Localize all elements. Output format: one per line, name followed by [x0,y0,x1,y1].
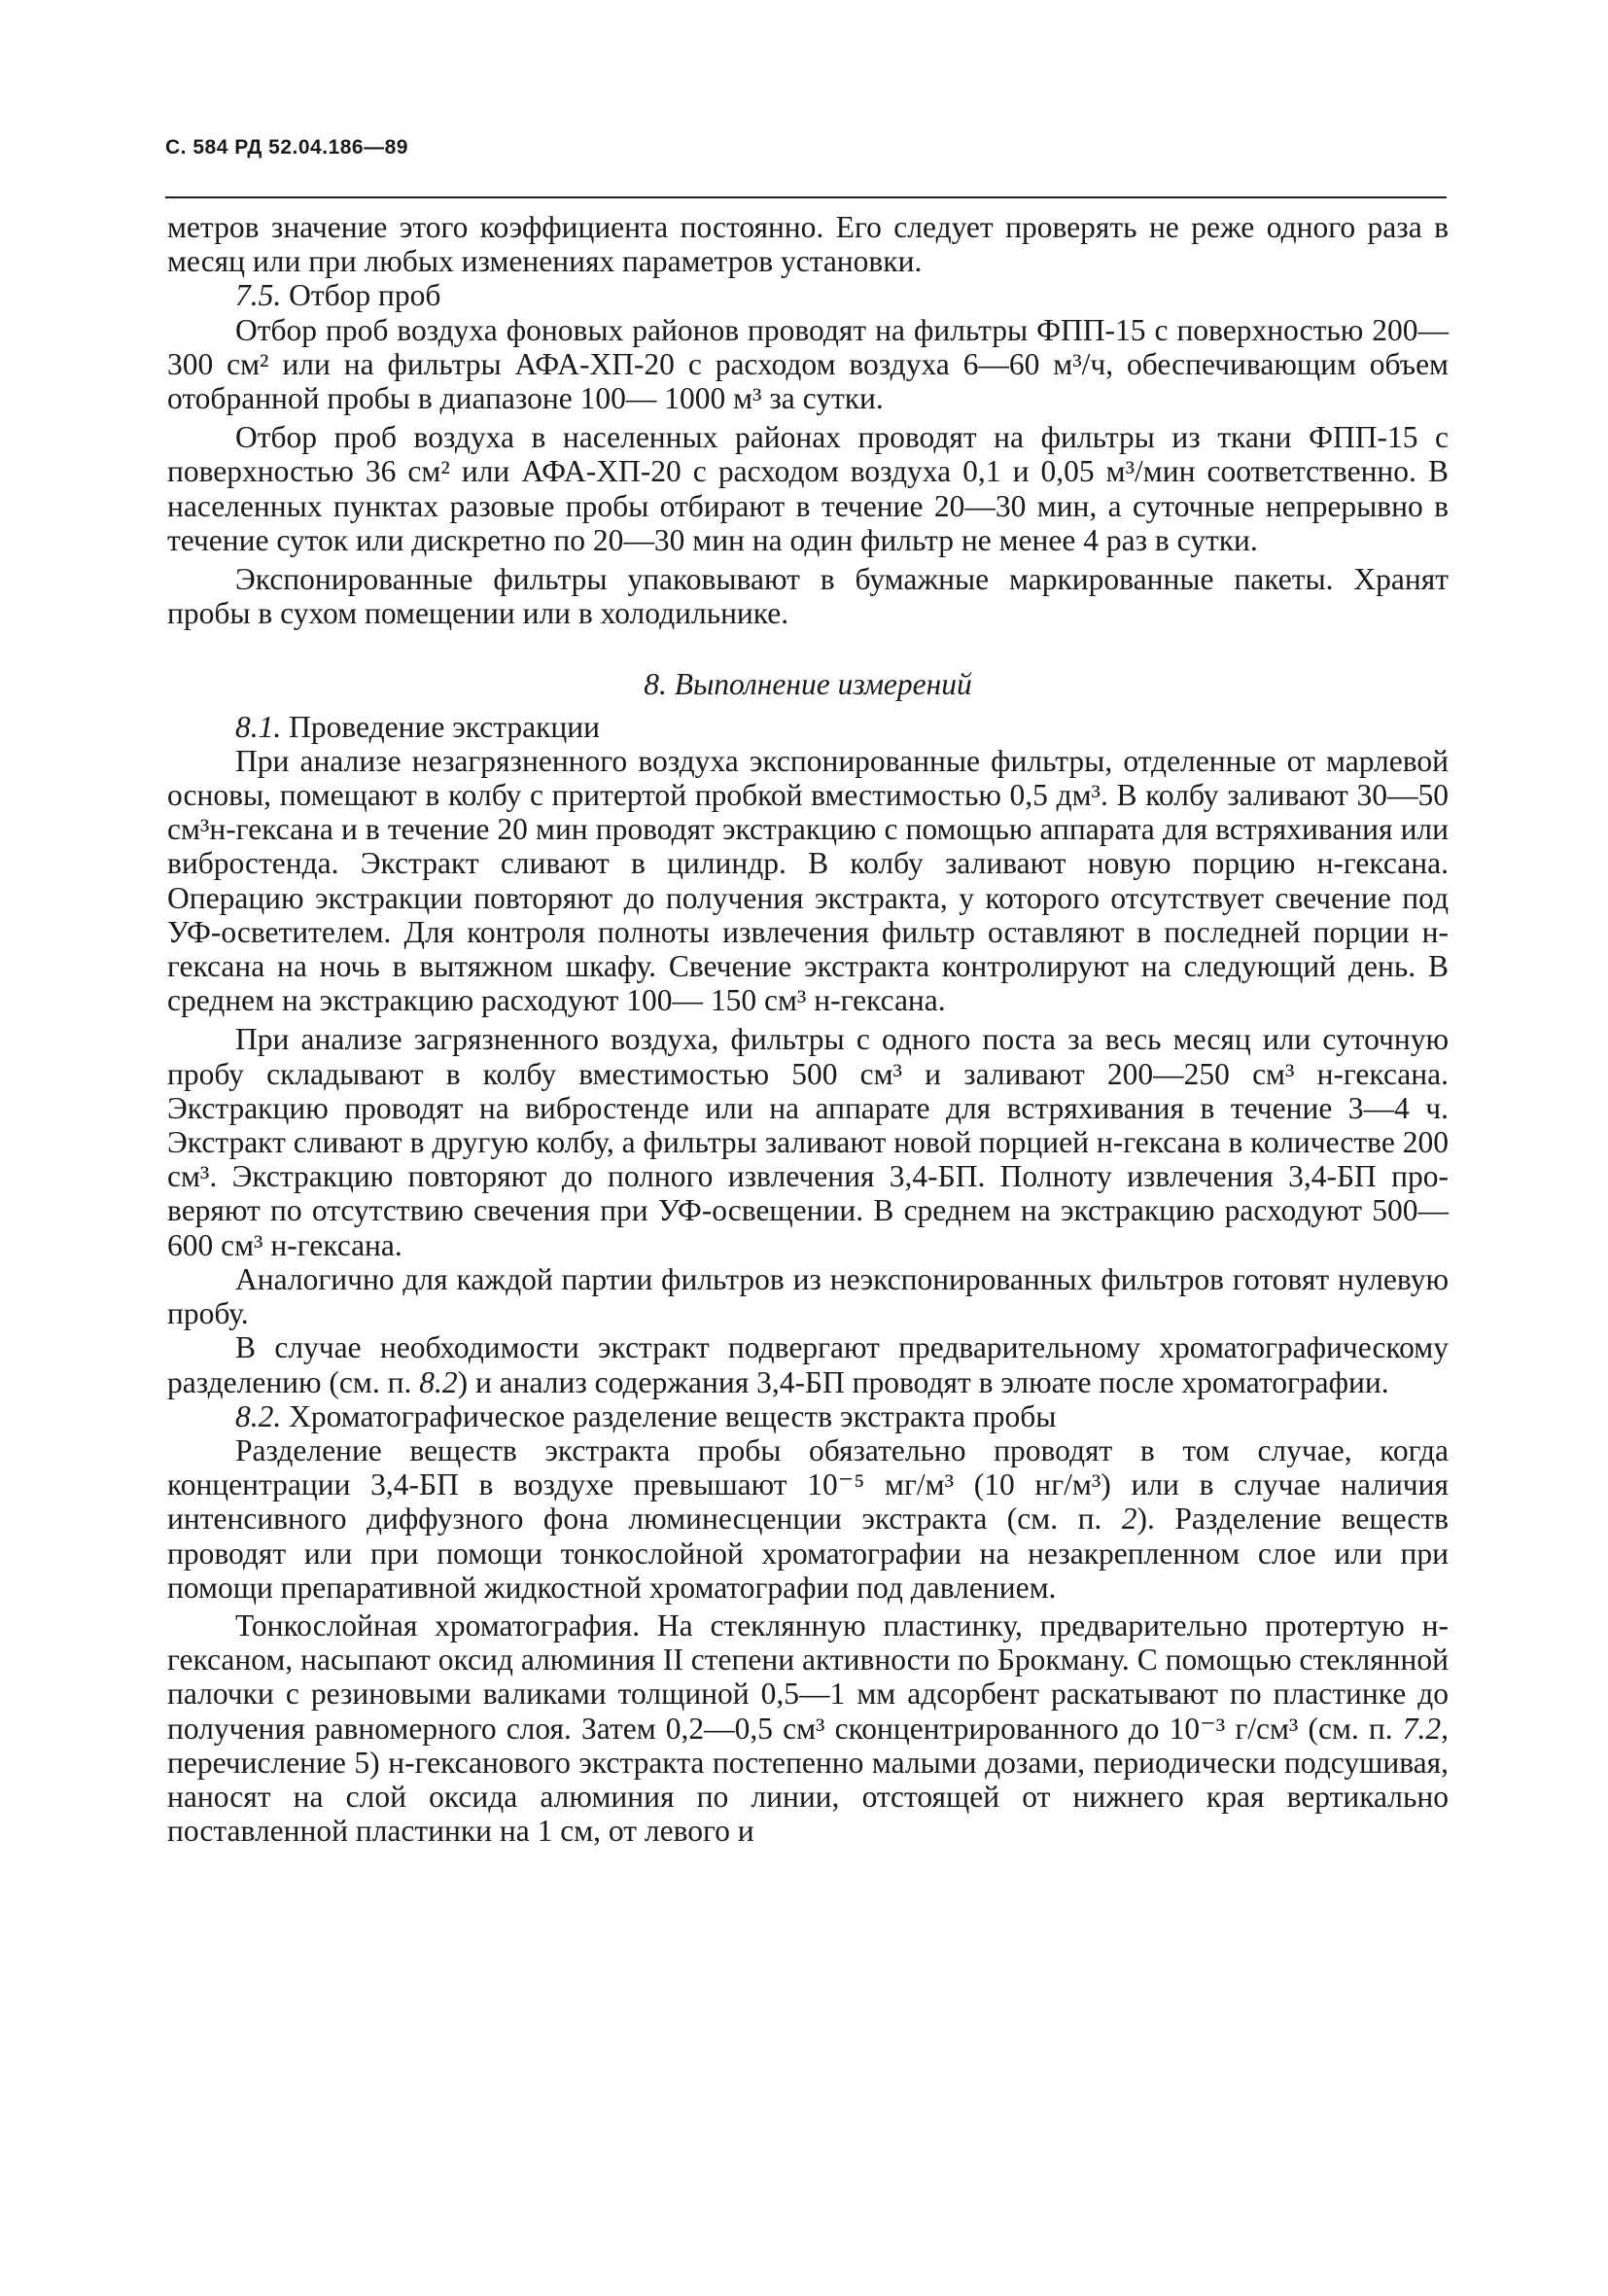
subsection-heading-8-1 [167,710,1449,744]
paragraph-text: перечисление 5) н-гексанового экстракта постепенно малыми дозами, периодически подсушивая, наносят на слой оксида алюминия по линии, отстоящей от нижнего края вертикально поставленной пластинки на 1 см, от левого и [167,1745,1449,1849]
subsection-title: Проведение экстракции [281,709,600,744]
paragraph [167,1608,1449,1848]
subsection-heading-7-5 [167,278,1449,312]
cross-reference: 2 [1121,1501,1137,1537]
paragraph-continuation: метров значение этого коэффициента постоянно. Его следует проверять не реже одного раза в месяц или при любых изменениях параметров установки. [167,210,1449,279]
paragraph-text: ) и анализ содержания 3,4-БП проводят в элюате после хроматографии. [457,1364,1389,1399]
cross-reference: 7.2, [1402,1711,1449,1746]
running-head: С. 584 РД 52.04.186—89 [165,136,408,159]
paragraph-text: В случае необходимости экстракт подвергают предварительному хроматографическому разделению (см. п. [167,1330,1449,1399]
cross-reference: 8.2 [419,1364,458,1399]
paragraph [167,1330,1449,1398]
paragraph: При анализе незагрязненного воздуха экспонированные фильтры, отделенные от марлевой основы, помещают в колбу с притертой пробкой вместимостью 0,5 дм³. В колбу заливают 30—50 см³н-гексана и в течение 20 мин проводят экстракцию с помощью аппарата для встряхивания или вибростенда. Экстракт сливают в цилиндр. В колбу заливают новую порцию н-гексана. Операцию экстракции повторяют до получения экстракта, у которого отсутствует свечение под УФ-осветителем. Для контроля полноты извлечения фильтр оставляют в последней порции н-гексана на ночь в вытяжном шкафу. Свечение экстракта контролируют на следующий день. В среднем на экстракцию расходуют 100— 150 см³ н-гексана. [167,743,1449,1018]
paragraph-text: ). Разделение веществ проводят или при помощи тонкослойной хроматографии на незакрепленном слое или при помощи препаративной жидкостной хроматографии под давлением. [167,1501,1449,1605]
paragraph-text: Разделение веществ экстракта пробы обязательно проводят в том случае, когда концентрации 3,4-БП в воздухе превышают 10⁻⁵ мг/м³ (10 нг/м³) или в случае наличия интенсивного диффузного фона люминесценции экстракта (см. п. [167,1432,1449,1537]
section-title: 8. Выполнение измерений [644,667,972,702]
subsection-number: 7.5. [235,278,282,313]
paragraph: Экспонированные фильтры упаковывают в бумажные маркированные пакеты. Хранят пробы в сухом помещении или в холодильнике. [167,562,1449,631]
subsection-title: Отбор проб [281,278,441,313]
paragraph: Отбор проб воздуха в населенных районах проводят на фильтры из ткани ФПП-15 с поверхностью 36 см² или АФА-ХП-20 с расходом воздуха 0,1 и 0,05 м³/мин соответственно. В населенных пунктах разовые пробы отбирают в течение 20—30 мин, а суточные непрерывно в течение суток или дискретно по 20—30 мин на один фильтр не менее 4 раз в сутки. [167,420,1449,557]
header-rule [165,196,1447,198]
paragraph: Аналогично для каждой партии фильтров из неэкспонированных фильтров готовят нулевую пробу. [167,1261,1449,1331]
paragraph-text: Тонкослойная хроматография. На стеклянную пластинку, предварительно протертую н-гексаном, насыпают оксид алюминия II степени активности по Брокману. С помощью стеклянной палочки с резиновыми валиками толщиной 0,5—1 мм адсорбент раскатывают по пластинке до получения равномерного слоя. Затем 0,2—0,5 см³ сконцентрированного до 10⁻³ г/см³ (см. п. [167,1607,1449,1746]
paragraph: При анализе загрязненного воздуха, фильтры с одного поста за весь месяц или суточную пробу складывают в колбу вместимостью 500 см³ и заливают 200—250 см³ н-гексана. Экстракцию проводят на вибростенде или на аппарате для встряхивания в течение 3—4 ч. Экстракт сливают в другую колбу, а фильтры заливают новой порцией н-гексана в количестве 200 см³. Экстракцию повторяют до полного извлечения 3,4-БП. Полноту извлечения 3,4-БП проверяют по отсутствию свечения при УФ-освещении. В среднем на экстракцию расходуют 500—600 см³ н-гексана. [167,1022,1449,1262]
paragraph: Отбор проб воздуха фоновых районов проводят на фильтры ФПП-15 с поверхностью 200—300 см² или на фильтры АФА-ХП-20 с расходом воздуха 6—60 м³/ч, обеспечивающим объем отобранной пробы в диапазоне 100— 1000 м³ за сутки. [167,312,1449,416]
body-text [167,210,1449,1848]
subsection-number: 8.2. [235,1398,282,1433]
subsection-heading-8-2 [167,1399,1449,1433]
subsection-title: Хроматографическое разделение веществ экстракта пробы [281,1398,1057,1433]
subsection-number: 8.1. [235,709,282,744]
paragraph [167,1433,1449,1605]
